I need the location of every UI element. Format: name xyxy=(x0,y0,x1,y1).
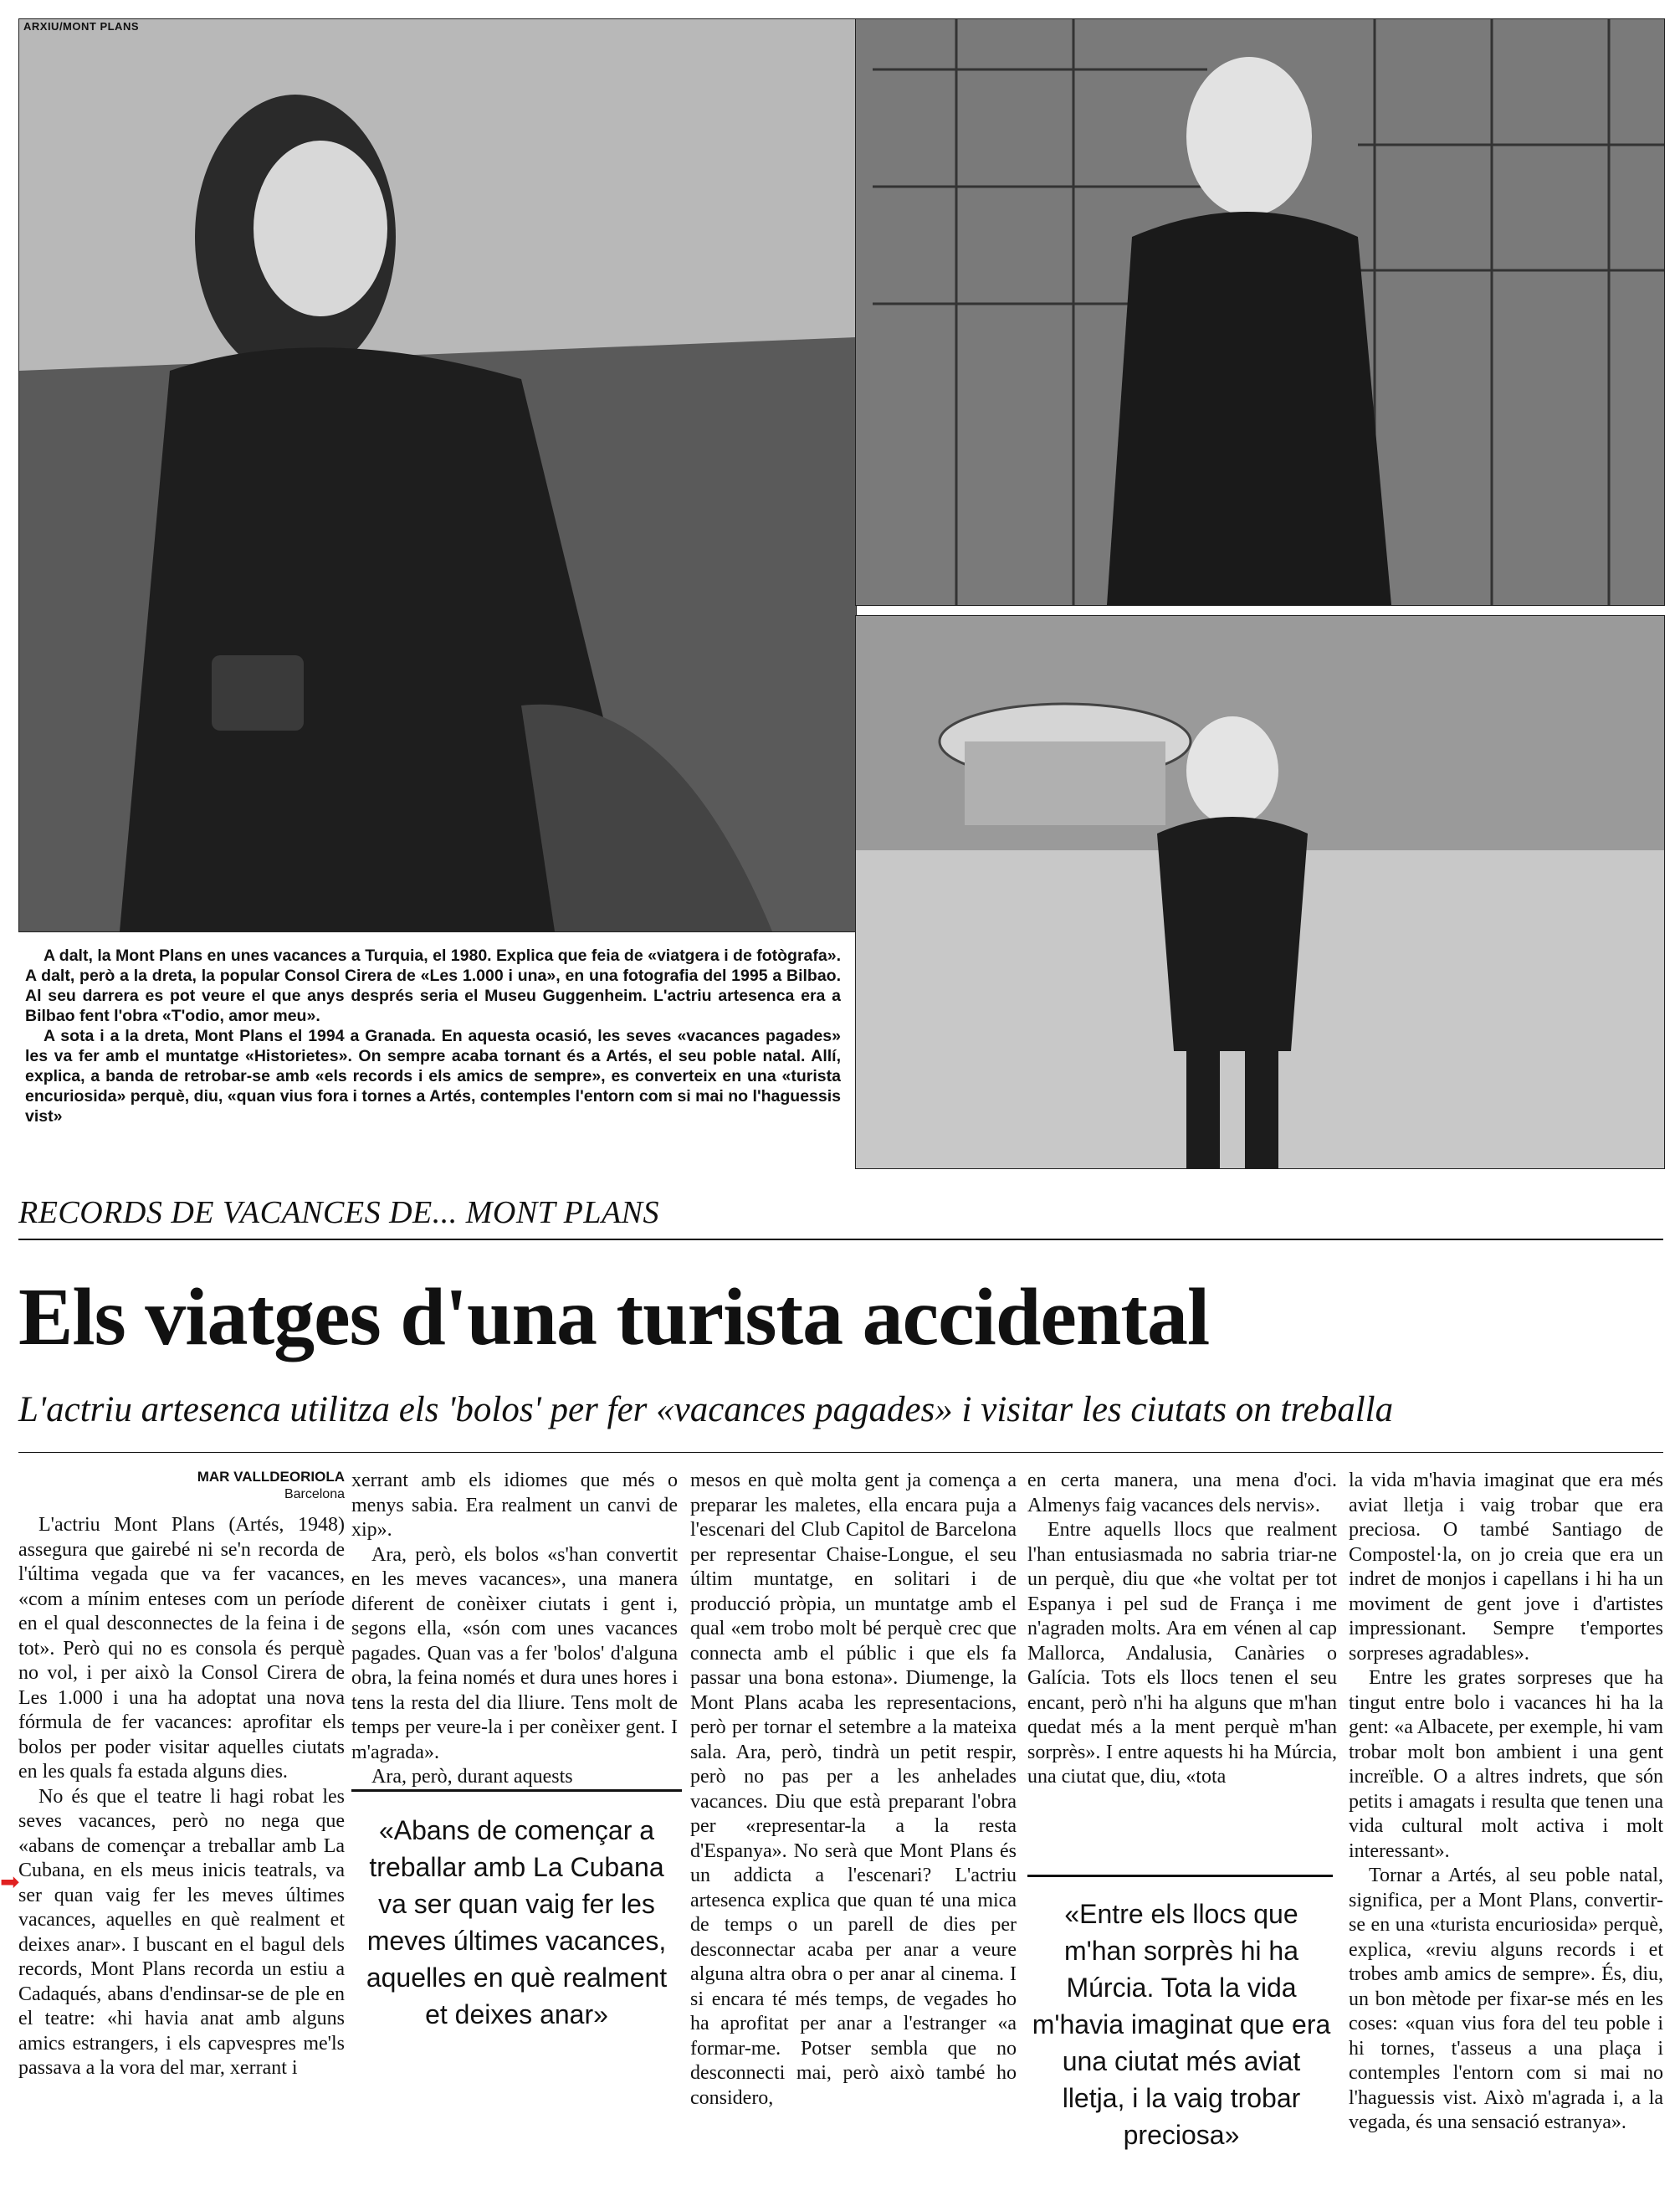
column-4-paragraph-1: en certa manera, una mena d'oci. Almenys faig vacances dels nervis». xyxy=(1027,1470,1337,1516)
photo-bilbao-1995 xyxy=(855,18,1665,606)
pullquote-2-rule-top xyxy=(1027,1875,1333,1877)
pullquote-1: «Abans de començar a treballar amb La Cubana va ser quan vaig fer les meves últimes vacances, aquelles en què realment et deixes anar» xyxy=(366,1815,668,2029)
column-4-paragraph-2: Entre aquells llocs que realment l'han entusiasmada no sabria triar-ne un perquè, diu que «he voltat per tot Espanya i pel sud de França i me n'agraden molts. Ara em vénen al cap Mallorca, Andalusia, Canàries o Galícia. Tots els llocs tenen el seu encant, però n'hi ha alguns que m'han quedat més a la ment perquè m'han sorprès». I entre aquests hi ha Múrcia, una ciutat que, diu, «tota xyxy=(1027,1519,1337,1788)
column-1-paragraph-1: L'actriu Mont Plans (Artés, 1948) assegura que gairebé ni se'n recorda de l'última vegada que va fer vacances, «com a mínim enteses com un període en el qual desconnectes de la feina i de tot». Però qui no es consola és perquè no vol, i per això la Consol Cirera de Les 1.000 i una ha adoptat una nova fórmula de fer vacances: aprofitar els bolos per poder visitar aquelles ciutats en les quals fa estada alguns dies. xyxy=(18,1514,345,1783)
column-5-paragraph-3: Tornar a Artés, al seu poble natal, significa, per a Mont Plans, convertir-se en una «turista encuriosida» perquè, explica, «reviu alguns records i et trobes amb amics de sempre». És, diu, un bon mètode per fixar-se més en les coses: «quan vius fora del teu poble i hi tornes, t'asseus a una plaça i contemples l'entorn com si mai no l'haguessis vist. Això m'agrada i, a la vegada, és una sensació estranya». xyxy=(1349,1865,1663,2133)
photo-caption xyxy=(25,946,841,1126)
column-5-paragraph-1: la vida m'havia imaginat que era més aviat lletja i vaig trobar que era preciosa. O també Santiago de Compostel·la, on jo creia que era un indret de monjos i capellans i hi ha un moviment de gent jove i d'artistes impressionant. Sempre t'emportes sorpreses agradables». xyxy=(1349,1470,1663,1665)
column-5-paragraph-2: Entre les grates sorpreses que ha tingut entre bolo i vacances hi ha la gent: «a Albacete, per exemple, hi vam trobar molt bon ambient i una gent increïble. O a altres indrets, que són petits i amagats i resulta que tenen una vida cultural molt activa i molt interessant». xyxy=(1349,1667,1663,1862)
photo-turquia-1980 xyxy=(18,18,857,932)
pullquote-2: «Entre els llocs que m'han sorprès hi ha Múrcia. Tota la vida m'havia imaginat que era una ciutat més aviat lletja, i la vaig trobar preciosa» xyxy=(1032,1899,1331,2150)
caption-paragraph-1: A dalt, la Mont Plans en unes vacances a Turquia, el 1980. Explica que feia de «viatgera i de fotògrafa». A dalt, però a la dreta, la popular Consol Cirera de «Les 1.000 i una», en una fotografia del 1995 a Bilbao. Al seu darrera es pot veure el que anys després seria el Museu Guggenheim. L'actriu artesenca era a Bilbao fent l'obra «T'odio, amor meu». xyxy=(25,947,841,1025)
column-1-paragraph-2: No és que el teatre li hagi robat les seves vacances, però no nega que «abans de començar a treballar amb La Cubana, en els meus inicis teatrals, va ser quan vaig fer les meves últimes vacances, aquelles en què realment et deixes anar». I buscant en el bagul dels records, Mont Plans recorda un estiu a Cadaqués, abans d'endinsar-se de ple en el teatre: «hi havia anat amb alguns amics estrangers, i els capvespres me'ls passava a la vora del mar, xerrant i xyxy=(18,1785,345,2079)
kicker-rule xyxy=(18,1239,1663,1240)
headline: Els viatges d'una turista accidental xyxy=(18,1272,1210,1362)
photo-credit: ARXIU/MONT PLANS xyxy=(23,20,139,33)
pullquote-1-rule-top xyxy=(351,1789,682,1792)
column-2 xyxy=(351,1469,678,1790)
deck-rule xyxy=(18,1452,1663,1453)
arrow-right-icon: ➡ xyxy=(0,1870,20,1896)
dateline: Barcelona xyxy=(284,1487,345,1501)
deck: L'actriu artesenca utilitza els 'bolos' per fer «vacances pagades» i visitar les ciutats on treballa xyxy=(18,1390,1394,1429)
photo-granada-1994 xyxy=(855,615,1665,1169)
column-3 xyxy=(690,1469,1017,2111)
column-3-paragraph-1: mesos en què molta gent ja comença a preparar les maletes, ella encara puja a l'escenari del Club Capitol de Barcelona per representar Chaise-Longue, el seu últim muntatge, en solitari i de producció pròpia, un muntatge amb el qual «em trobo molt bé perquè crec que connecta amb el públic i que els fa passar una bona estona». Diumenge, la Mont Plans acaba les representacions, però per tornar el setembre a la mateixa sala. Ara, però, tindrà un petit respir, però no pas per a les anhelades vacances. Diu que està preparant l'obra per «representar-la a la resta d'Espanya». No serà que Mont Plans és un addicta a l'escenari? L'actriu artesenca explica que quan té una mica de temps o un parell de dies per desconnectar acaba per anar a veure alguna altra obra o per anar al cinema. I si encara té més temps, de vegades ho ha aprofitat per anar a l'estranger «a formar-me. Potser sembla que no desconnecti mai, però això també ho considero, xyxy=(690,1470,1017,2109)
byline: MAR VALLDEORIOLA xyxy=(197,1469,345,1485)
column-2-paragraph-3: Ara, però, durant aquests xyxy=(371,1766,573,1788)
column-1 xyxy=(18,1513,345,2081)
caption-paragraph-2: A sota i a la dreta, Mont Plans el 1994 a Granada. En aquesta ocasió, les seves «vacances pagades» les va fer amb el muntatge «Historietes». On sempre acaba tornant és a Artés, el seu poble natal. Allí, explica, a banda de retrobar-se amb «els records i els amics de sempre», es converteix en una «turista encuriosida» perquè, diu, «quan vius fora i tornes a Artés, contemples l'entorn com si mai no l'haguessis vist» xyxy=(25,1027,841,1126)
column-5 xyxy=(1349,1469,1663,2136)
column-4 xyxy=(1027,1469,1337,1790)
column-2-paragraph-1: xerrant amb els idiomes que més o menys sabia. Era realment un canvi de xip». xyxy=(351,1470,678,1541)
kicker: RECORDS DE VACANCES DE... MONT PLANS xyxy=(18,1195,660,1230)
column-2-paragraph-2: Ara, però, els bolos «s'han convertit en les meves vacances», una manera diferent de conèixer ciutats i gent i, segons ella, «són com unes vacances pagades. Quan vas a fer 'bolos' d'alguna obra, la feina només et dura unes hores i tens la resta del dia lliure. Tens molt de temps per veure-la i per conèixer gent. I m'agrada». xyxy=(351,1543,678,1763)
